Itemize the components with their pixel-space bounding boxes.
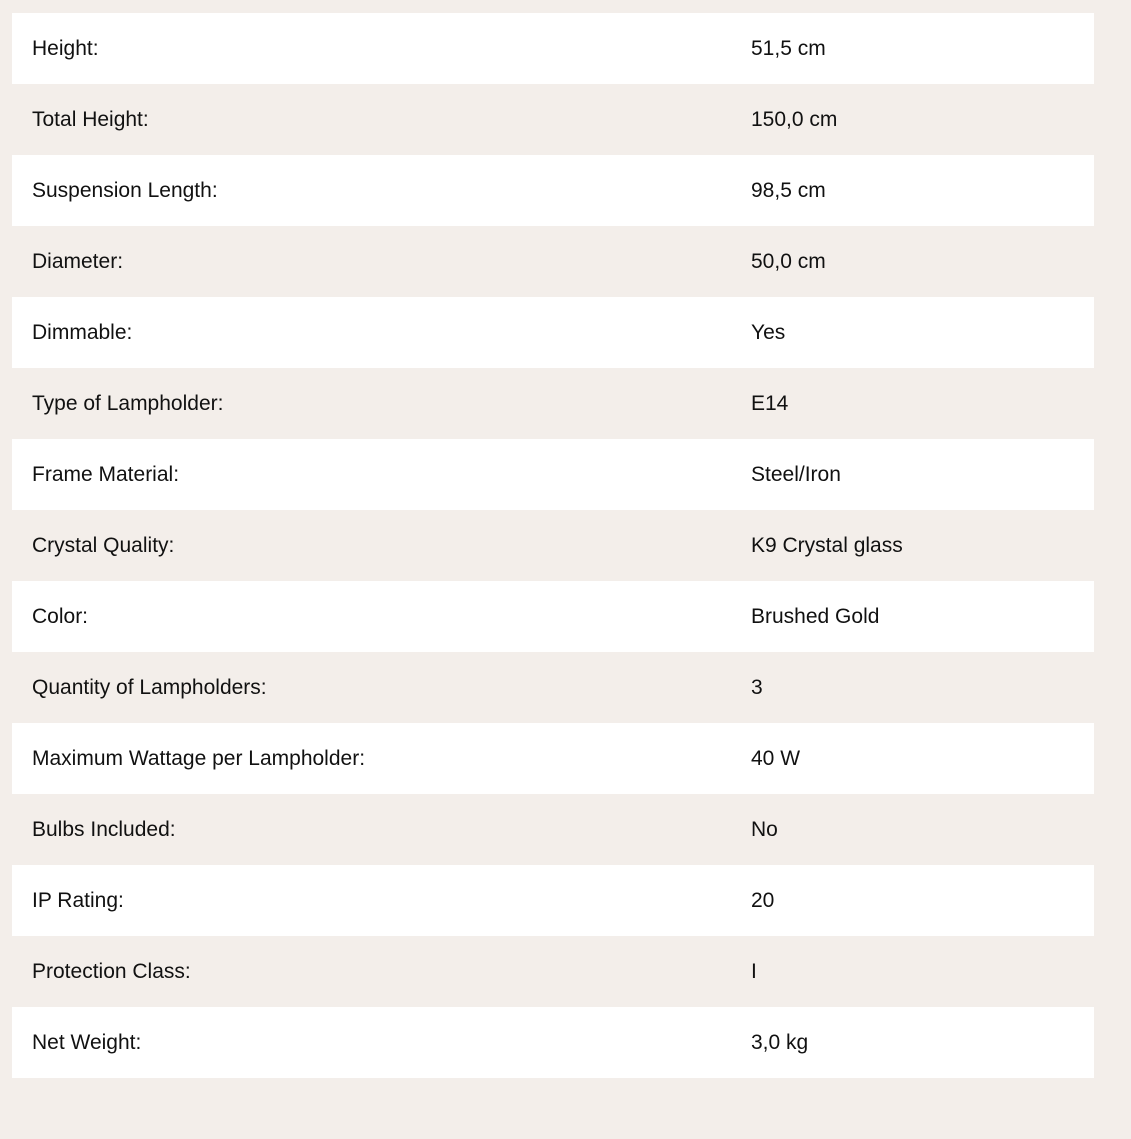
spec-row-frame-material: [12, 439, 1094, 510]
spec-label: Quantity of Lampholders:: [32, 676, 267, 699]
spec-label: Bulbs Included:: [32, 818, 176, 841]
spec-value: No: [751, 818, 778, 841]
spec-value: E14: [751, 392, 789, 415]
spec-label: Color:: [32, 605, 89, 628]
spec-value: Yes: [751, 321, 786, 344]
spec-value: K9 Crystal glass: [751, 534, 903, 557]
spec-value: 20: [751, 889, 775, 912]
spec-row-net-weight: [12, 1007, 1094, 1078]
spec-value: 50,0 cm: [751, 250, 826, 273]
spec-row-suspension-length: [12, 155, 1094, 226]
spec-row-max-wattage: [12, 723, 1094, 794]
spec-value: 150,0 cm: [751, 108, 838, 131]
spec-row-lampholder-type: [12, 368, 1094, 439]
spec-label: Dimmable:: [32, 321, 133, 344]
spec-value: 3,0 kg: [751, 1031, 809, 1054]
spec-row-diameter: [12, 226, 1094, 297]
spec-row-crystal-quality: [12, 510, 1094, 581]
spec-row-lampholder-quantity: [12, 652, 1094, 723]
spec-label: Protection Class:: [32, 960, 191, 983]
spec-row-protection-class: [12, 936, 1094, 1007]
spec-value: 98,5 cm: [751, 179, 826, 202]
spec-label: Suspension Length:: [32, 179, 218, 202]
spec-row-dimmable: [12, 297, 1094, 368]
spec-value: I: [751, 960, 757, 983]
spec-value: 3: [751, 676, 763, 699]
spec-row-ip-rating: [12, 865, 1094, 936]
spec-label: Frame Material:: [32, 463, 180, 486]
spec-row-height: [12, 13, 1094, 84]
spec-row-total-height: [12, 84, 1094, 155]
specifications-table: [12, 13, 1094, 1078]
spec-label: Net Weight:: [32, 1031, 142, 1054]
spec-label: IP Rating:: [32, 889, 124, 912]
spec-row-color: [12, 581, 1094, 652]
spec-label: Height:: [32, 37, 99, 60]
spec-value: 40 W: [751, 747, 801, 770]
spec-row-bulbs-included: [12, 794, 1094, 865]
spec-value: 51,5 cm: [751, 37, 826, 60]
specifications-table-body: [12, 13, 1094, 1078]
spec-value: Brushed Gold: [751, 605, 880, 628]
spec-value: Steel/Iron: [751, 463, 841, 486]
spec-label: Total Height:: [32, 108, 149, 131]
spec-label: Crystal Quality:: [32, 534, 175, 557]
spec-label: Maximum Wattage per Lampholder:: [32, 747, 366, 770]
spec-label: Diameter:: [32, 250, 124, 273]
spec-label: Type of Lampholder:: [32, 392, 224, 415]
